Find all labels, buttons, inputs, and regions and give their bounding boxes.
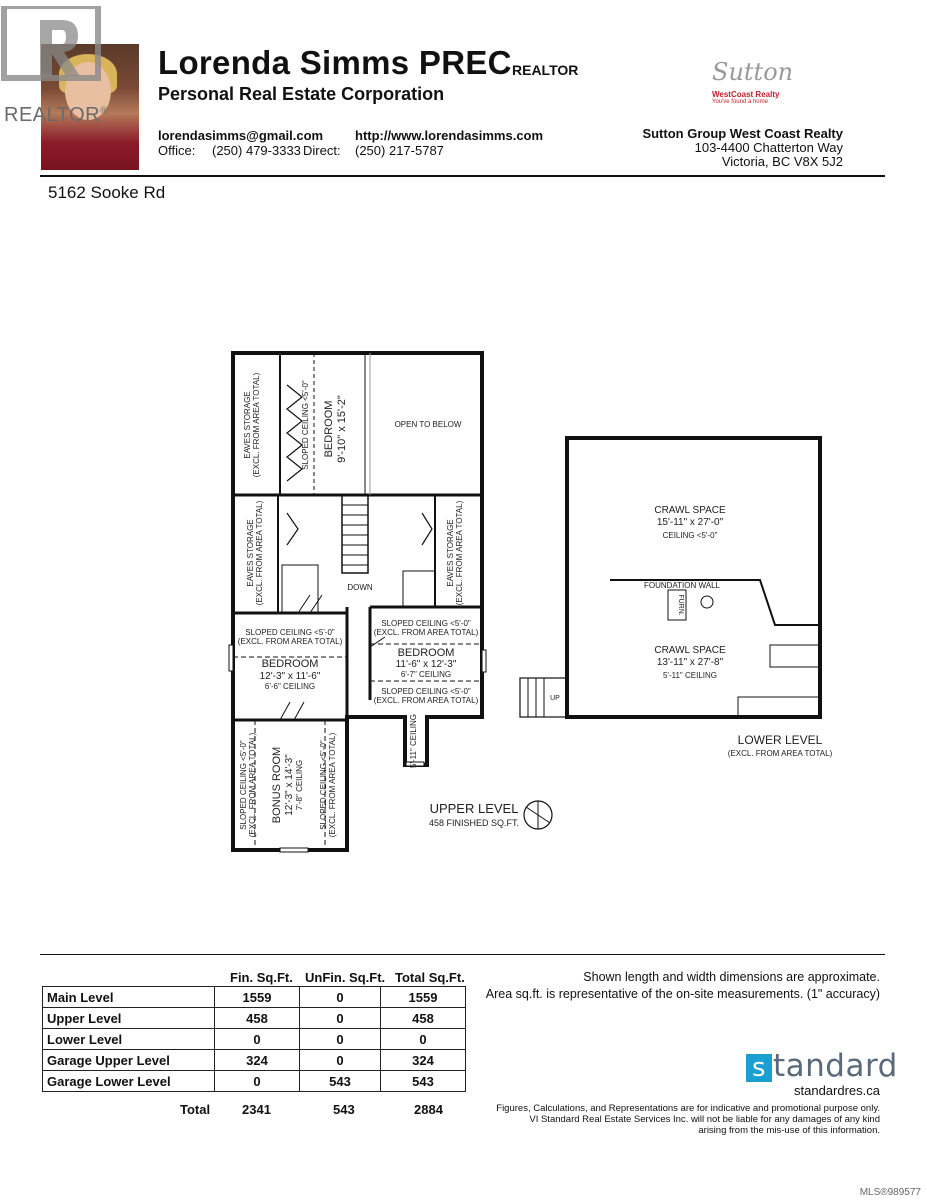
agent-name: Lorenda Simms PREC (158, 44, 512, 81)
brokerage-city: Victoria, BC V8X 5J2 (721, 154, 843, 169)
row-label: Garage Lower Level (43, 1071, 215, 1092)
plan-label: 7'-8" CEILING (295, 759, 304, 811)
unfin-cell: 0 (300, 1029, 381, 1050)
table-row (43, 1071, 466, 1092)
sutton-logo-sub: WestCoast Realty (712, 90, 780, 99)
svg-text:LOWER LEVEL(EXCL. FROM AREA TO (728, 733, 833, 758)
agent-corporation: Personal Real Estate Corporation (158, 84, 445, 104)
sutton-logo: Sutton (712, 58, 794, 86)
fin-cell: 1559 (215, 987, 300, 1008)
brokerage-street: 103-4400 Chatterton Way (694, 140, 843, 155)
plan-label: 6'-6" CEILING (264, 682, 316, 691)
plan-label: CEILING <5'-0" (662, 531, 718, 540)
property-address: 5162 Sooke Rd (48, 183, 166, 202)
total-label: Total (180, 1102, 211, 1117)
plan-label: SLOPED CEILING <5'-0" (245, 628, 335, 637)
sutton-logo-tagline: You've found a home (712, 99, 768, 105)
svg-text:SLOPED CEILING <5'-0"(EXCL. FR (238, 628, 343, 646)
plan-label: 13'-11" x 27'-8" (656, 657, 724, 668)
plan-label: (EXCL. FROM AREA TOTAL) (373, 628, 479, 637)
svg-text:EAVES STORAGE(EXCL. FROM AREA (246, 500, 264, 605)
svg-text:UPPER LEVEL458 FINISHED SQ.FT (429, 801, 519, 828)
floor-plan (220, 345, 870, 855)
svg-text:EAVES STORAGE(EXCL. FROM AREA (446, 500, 464, 605)
plan-label: 12'-3" x 11'-6" (259, 671, 321, 682)
svg-text:BEDROOM11'-6" x 12'-3"6'-7" CE (396, 647, 457, 679)
total-cell: 1559 (381, 987, 466, 1008)
plan-label: BEDROOM (397, 647, 455, 659)
total-cell: 324 (381, 1050, 466, 1071)
brokerage-name: Sutton Group West Coast Realty (642, 126, 843, 141)
svg-text:SLOPED CEILING <5'-0"(EXCL. FR (319, 732, 337, 837)
plan-label: DOWN (347, 583, 373, 592)
realtor-logo-text: REALTOR® (4, 104, 108, 126)
agent-website[interactable]: http://www.lorendasimms.com (355, 128, 544, 143)
standard-url[interactable]: standardres.ca (794, 1083, 880, 1098)
plan-label: FOUNDATION WALL (643, 581, 721, 590)
plan-label: (EXCL. FROM AREA TOTAL) (373, 696, 479, 705)
plan-label: FURN. (677, 594, 684, 616)
table-row (43, 987, 466, 1008)
plan-label: (EXCL. FROM AREA TOTAL) (727, 749, 833, 758)
plan-label: CRAWL SPACE (654, 505, 726, 516)
fine-print-line: Figures, Calculations, and Representations are for indicative and promotional purpose only. (496, 1103, 880, 1114)
unfin-cell: 0 (300, 987, 381, 1008)
svg-text:SLOPED CEILING <5'-0"(EXCL. FR (374, 619, 479, 637)
plan-label: (EXCL. FROM AREA TOTAL) (255, 500, 264, 606)
total-unfin: 543 (333, 1102, 355, 1117)
col-header-total: Total Sq.Ft. (395, 970, 465, 985)
total-fin: 2341 (242, 1102, 271, 1117)
svg-text:CRAWL SPACE15'-11" x 27'-0"CEI (654, 505, 726, 540)
plan-label: EAVES STORAGE (446, 519, 455, 587)
plan-label: 9'-10" x 15'-2" (336, 395, 348, 463)
plan-label: SLOPED CEILING <5'-0" (381, 619, 471, 628)
plan-label: 15'-11" x 27'-0" (656, 517, 724, 528)
plan-label: 458 FINISHED SQ.FT. (428, 818, 520, 828)
agent-role: REALTOR (512, 62, 579, 78)
plan-label: SLOPED CEILING <5'-0" (381, 687, 471, 696)
office-label: Office: (158, 143, 196, 158)
unfin-cell: 0 (300, 1008, 381, 1029)
fine-print-line: arising from the mis-use of this information. (698, 1125, 880, 1136)
unfin-cell: 0 (300, 1050, 381, 1071)
plan-label: (EXCL. FROM AREA TOTAL) (237, 637, 343, 646)
plan-label: 11'-6" x 12'-3" (395, 659, 457, 670)
plan-label: UP (550, 695, 560, 702)
plan-label: BEDROOM (323, 400, 335, 458)
table-row (43, 1008, 466, 1029)
plan-label: (EXCL. FROM AREA TOTAL) (328, 732, 337, 838)
agent-email[interactable]: lorendasimms@gmail.com (158, 128, 324, 143)
svg-text:SLOPED CEILING <5'-0"(EXCL. FR (374, 687, 479, 705)
row-label: Main Level (43, 987, 215, 1008)
unfin-cell: 543 (300, 1071, 381, 1092)
direct-label: Direct: (303, 143, 341, 158)
fin-cell: 0 (215, 1071, 300, 1092)
mls-number: MLS®989577 (859, 1187, 921, 1198)
plan-label: OPEN TO BELOW (394, 420, 462, 429)
svg-text:BEDROOM12'-3" x 11'-6"6'-6" CE (260, 658, 321, 691)
fin-cell: 324 (215, 1050, 300, 1071)
plan-label: 6'-7" CEILING (400, 670, 452, 679)
plan-label: SLOPED CEILING <5'-0" (319, 740, 328, 830)
total-total: 2884 (414, 1102, 443, 1117)
fin-cell: 0 (215, 1029, 300, 1050)
plan-label: UPPER LEVEL (429, 801, 519, 816)
standard-logo (746, 1048, 898, 1084)
svg-text:CRAWL SPACE13'-11" x 27'-8"5'- (654, 645, 726, 680)
col-header-unfin: UnFin. Sq.Ft. (305, 970, 386, 985)
plan-label: CRAWL SPACE (654, 645, 726, 656)
fin-cell: 458 (215, 1008, 300, 1029)
total-cell: 0 (381, 1029, 466, 1050)
table-row (43, 1029, 466, 1050)
plan-label: SLOPED CEILING <5'-0" (301, 380, 310, 470)
header-divider (40, 175, 885, 177)
svg-text:EAVES STORAGE(EXCL. FROM AREA (243, 372, 261, 477)
plan-label: EAVES STORAGE (246, 519, 255, 587)
svg-text:BEDROOM9'-10" x 15'-2" (323, 395, 348, 463)
footer-divider (40, 954, 885, 955)
plan-label: BONUS ROOM (271, 746, 283, 824)
disclaimer-line: Area sq.ft. is representative of the on-site measurements. (1" accuracy) (485, 987, 880, 1001)
disclaimer-line: Shown length and width dimensions are approximate. (583, 970, 880, 984)
total-cell: 543 (381, 1071, 466, 1092)
svg-text:SLOPED CEILING <5'-0"(EXCL. FR (239, 732, 257, 837)
svg-text:BONUS ROOM12'-3" x 14'-3"7'-8" (271, 747, 304, 823)
row-label: Lower Level (43, 1029, 215, 1050)
plan-label: (EXCL. FROM AREA TOTAL) (252, 372, 261, 478)
plan-label: BEDROOM (261, 658, 319, 670)
plan-label: EAVES STORAGE (243, 391, 252, 459)
plan-label: (EXCL. FROM AREA TOTAL) (248, 732, 257, 838)
row-label: Garage Upper Level (43, 1050, 215, 1071)
plan-label: SLOPED CEILING <5'-0" (239, 740, 248, 830)
plan-label: 5'-11" CEILING (662, 671, 718, 680)
office-phone: (250) 479-3333 (212, 143, 301, 158)
total-cell: 458 (381, 1008, 466, 1029)
row-label: Upper Level (43, 1008, 215, 1029)
fine-print-line: VI Standard Real Estate Services Inc. will not be liable for any damages of any kind (529, 1114, 880, 1125)
direct-phone: (250) 217-5787 (355, 143, 444, 158)
standard-logo-s: s (746, 1054, 772, 1082)
plan-label: 5'-11" CEILING (409, 713, 418, 769)
plan-label: LOWER LEVEL (737, 733, 823, 747)
plan-label: (EXCL. FROM AREA TOTAL) (455, 500, 464, 606)
standard-logo-text: tandard (773, 1048, 898, 1084)
plan-label: 12'-3" x 14'-3" (284, 754, 295, 816)
area-table (42, 986, 466, 1092)
col-header-fin: Fin. Sq.Ft. (230, 970, 293, 985)
table-row (43, 1050, 466, 1071)
